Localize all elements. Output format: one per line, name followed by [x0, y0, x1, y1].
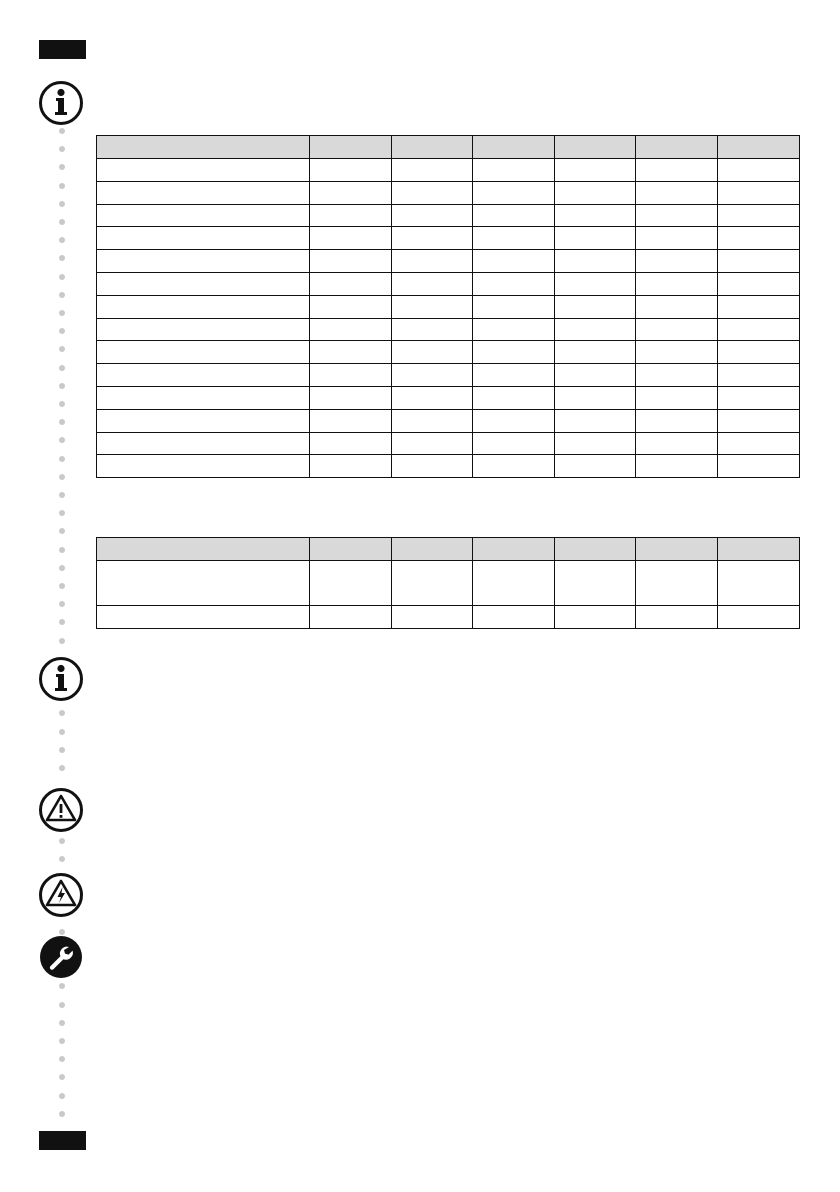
table-cell — [636, 272, 718, 295]
table-header-cell — [554, 136, 636, 159]
margin-dot — [59, 437, 65, 443]
section-tab-marker-bottom — [39, 1131, 86, 1150]
table-header-cell — [391, 538, 473, 561]
margin-dot — [59, 219, 65, 225]
table-cell — [97, 432, 310, 455]
table-cell — [554, 204, 636, 227]
table-cell — [636, 204, 718, 227]
table-cell — [473, 432, 555, 455]
table-cell — [97, 318, 310, 341]
margin-dot — [59, 601, 65, 607]
table-cell — [97, 272, 310, 295]
table-cell — [391, 455, 473, 478]
table-header-cell — [636, 538, 718, 561]
table-cell — [310, 295, 392, 318]
table-cell — [636, 159, 718, 182]
table-cell — [636, 455, 718, 478]
table-cell — [473, 386, 555, 409]
table-cell — [97, 250, 310, 273]
table-row — [97, 181, 800, 204]
table-cell — [554, 455, 636, 478]
margin-dot — [59, 255, 65, 261]
table-row — [97, 455, 800, 478]
table-row — [97, 341, 800, 364]
margin-dot — [59, 547, 65, 553]
margin-dot — [59, 474, 65, 480]
table-cell — [554, 561, 636, 606]
table-cell — [473, 204, 555, 227]
table-cell — [97, 386, 310, 409]
table-cell — [554, 159, 636, 182]
table-cell — [473, 295, 555, 318]
table-cell — [636, 227, 718, 250]
margin-dot — [59, 201, 65, 207]
table-cell — [97, 159, 310, 182]
table-cell — [97, 409, 310, 432]
table-cell — [310, 250, 392, 273]
table-cell — [97, 561, 310, 606]
section-tab-marker-top — [39, 40, 86, 59]
margin-dot — [59, 310, 65, 316]
table-row — [97, 250, 800, 273]
electric-warning-icon — [38, 872, 84, 918]
margin-dot — [59, 710, 65, 716]
table-cell — [717, 250, 799, 273]
table-cell — [717, 386, 799, 409]
margin-dot — [59, 146, 65, 152]
table-cell — [636, 606, 718, 629]
margin-dot — [59, 1056, 65, 1062]
table-header-cell — [473, 538, 555, 561]
table-cell — [391, 432, 473, 455]
table-cell — [717, 561, 799, 606]
table-cell — [97, 364, 310, 387]
margin-dot — [59, 274, 65, 280]
table-header-cell — [554, 538, 636, 561]
table-cell — [717, 432, 799, 455]
table-cell — [717, 341, 799, 364]
table-cell — [310, 606, 392, 629]
table-row — [97, 432, 800, 455]
footer-text — [0, 1180, 840, 1192]
margin-dot — [59, 1093, 65, 1099]
margin-dot — [59, 619, 65, 625]
table-cell — [717, 159, 799, 182]
table-cell — [310, 364, 392, 387]
table-cell — [636, 250, 718, 273]
table-cell — [391, 227, 473, 250]
table-row — [97, 561, 800, 606]
table-header-row — [97, 136, 800, 159]
margin-dot — [59, 510, 65, 516]
table-cell — [554, 432, 636, 455]
table-cell — [554, 341, 636, 364]
table-cell — [473, 250, 555, 273]
table-row — [97, 204, 800, 227]
margin-dot — [59, 292, 65, 298]
table-cell — [717, 272, 799, 295]
margin-dot — [59, 729, 65, 735]
table-cell — [310, 386, 392, 409]
table-cell — [473, 561, 555, 606]
table-header-cell — [310, 538, 392, 561]
table-cell — [554, 272, 636, 295]
table-cell — [473, 364, 555, 387]
table-cell — [717, 364, 799, 387]
table-cell — [310, 455, 392, 478]
table-cell — [391, 318, 473, 341]
table-header-cell — [717, 136, 799, 159]
table-cell — [554, 386, 636, 409]
table-cell — [554, 250, 636, 273]
table-cell — [310, 204, 392, 227]
table-cell — [310, 561, 392, 606]
table-row — [97, 386, 800, 409]
table-cell — [554, 364, 636, 387]
table-row — [97, 272, 800, 295]
margin-dot — [59, 346, 65, 352]
margin-dot — [59, 747, 65, 753]
table-cell — [310, 318, 392, 341]
table-cell — [310, 272, 392, 295]
margin-dot — [59, 983, 65, 989]
table-header-row — [97, 538, 800, 561]
table-cell — [473, 159, 555, 182]
table-cell — [636, 386, 718, 409]
table-cell — [97, 341, 310, 364]
table-row — [97, 318, 800, 341]
table-cell — [473, 409, 555, 432]
table-cell — [473, 181, 555, 204]
table-cell — [473, 318, 555, 341]
margin-dot — [59, 383, 65, 389]
info-icon — [38, 656, 84, 702]
margin-dot — [59, 1074, 65, 1080]
table-cell — [554, 606, 636, 629]
table-cell — [310, 409, 392, 432]
table-cell — [391, 250, 473, 273]
table-cell — [554, 181, 636, 204]
table-cell — [391, 386, 473, 409]
table-row — [97, 606, 800, 629]
table-row — [97, 227, 800, 250]
table-cell — [97, 204, 310, 227]
margin-dot — [59, 456, 65, 462]
table-cell — [97, 606, 310, 629]
table-cell — [717, 204, 799, 227]
table-cell — [310, 159, 392, 182]
table-cell — [636, 341, 718, 364]
table-row — [97, 409, 800, 432]
table-cell — [391, 159, 473, 182]
table-cell — [391, 295, 473, 318]
margin-dot — [59, 237, 65, 243]
table-cell — [97, 295, 310, 318]
table-cell — [554, 295, 636, 318]
table-cell — [97, 181, 310, 204]
margin-dot — [59, 164, 65, 170]
margin-dot — [59, 583, 65, 589]
table-cell — [391, 561, 473, 606]
table-cell — [636, 364, 718, 387]
table-cell — [636, 181, 718, 204]
info-icon — [38, 80, 84, 126]
table-cell — [717, 318, 799, 341]
table-cell — [310, 181, 392, 204]
table-cell — [391, 204, 473, 227]
table-cell — [310, 341, 392, 364]
table-header-cell — [391, 136, 473, 159]
margin-dot — [59, 1020, 65, 1026]
table-cell — [391, 181, 473, 204]
table-row — [97, 295, 800, 318]
table-cell — [473, 227, 555, 250]
table-header-cell — [636, 136, 718, 159]
table-cell — [554, 227, 636, 250]
table-header-cell — [473, 136, 555, 159]
wrench-icon — [38, 934, 84, 980]
table-cell — [717, 455, 799, 478]
table-cell — [717, 227, 799, 250]
spec-table-main — [96, 135, 800, 478]
table-cell — [310, 227, 392, 250]
margin-dot — [59, 565, 65, 571]
margin-dot — [59, 128, 65, 134]
table-cell — [97, 227, 310, 250]
table-cell — [636, 318, 718, 341]
margin-dot — [59, 528, 65, 534]
table-cell — [636, 295, 718, 318]
table-cell — [473, 606, 555, 629]
table-header-cell — [97, 538, 310, 561]
table-cell — [391, 272, 473, 295]
table-row — [97, 159, 800, 182]
table-cell — [391, 341, 473, 364]
margin-dot — [59, 365, 65, 371]
margin-dot — [59, 838, 65, 844]
margin-dot — [59, 419, 65, 425]
table-cell — [391, 606, 473, 629]
table-cell — [636, 561, 718, 606]
margin-dot — [59, 638, 65, 644]
margin-dot — [59, 765, 65, 771]
table-cell — [391, 364, 473, 387]
margin-dot — [59, 492, 65, 498]
table-cell — [391, 409, 473, 432]
table-cell — [473, 341, 555, 364]
margin-dot — [59, 1038, 65, 1044]
table-cell — [717, 295, 799, 318]
table-cell — [473, 455, 555, 478]
margin-dot — [59, 856, 65, 862]
spec-table-secondary — [96, 537, 800, 629]
margin-dot — [59, 328, 65, 334]
table-cell — [717, 606, 799, 629]
table-cell — [554, 318, 636, 341]
margin-dot — [59, 1002, 65, 1008]
table-cell — [473, 272, 555, 295]
margin-dot — [59, 183, 65, 189]
margin-dot — [59, 401, 65, 407]
table-cell — [636, 432, 718, 455]
table-cell — [717, 409, 799, 432]
table-cell — [717, 181, 799, 204]
table-cell — [554, 409, 636, 432]
margin-dot — [59, 1111, 65, 1117]
table-cell — [97, 455, 310, 478]
table-cell — [636, 409, 718, 432]
table-row — [97, 364, 800, 387]
table-header-cell — [310, 136, 392, 159]
warning-icon — [38, 787, 84, 833]
table-header-cell — [97, 136, 310, 159]
table-header-cell — [717, 538, 799, 561]
table-cell — [310, 432, 392, 455]
